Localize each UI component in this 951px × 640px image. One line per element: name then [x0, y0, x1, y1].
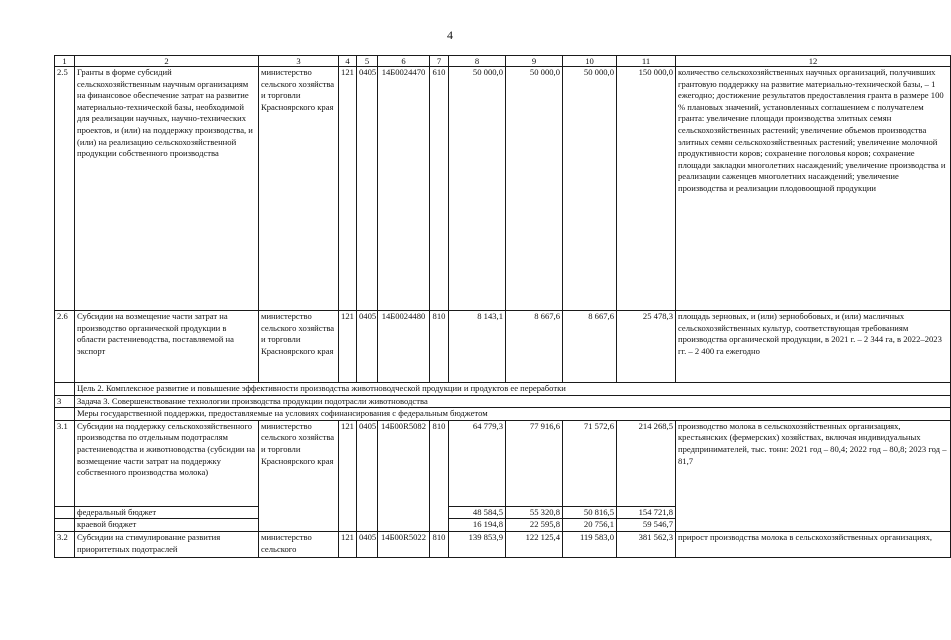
table-row — [55, 67, 951, 311]
grbs-code: 121 — [339, 67, 357, 311]
header-cell: 4 — [339, 56, 357, 67]
amount-2022: 122 125,4 — [506, 531, 563, 557]
expense-type-code: 610 — [430, 67, 449, 311]
table-row — [55, 531, 951, 557]
page-number: 4 — [447, 28, 453, 42]
expense-type-code: 810 — [430, 420, 449, 531]
amount-total: 381 562,3 — [617, 531, 676, 557]
amount-2021: 16 194,8 — [449, 519, 506, 532]
row-number — [55, 383, 75, 396]
header-cell: 7 — [430, 56, 449, 67]
header-cell: 6 — [378, 56, 430, 67]
amount-2021: 64 779,3 — [449, 420, 506, 506]
expected-result: площадь зерновых, и (или) зернобобовых, и (или) масличных сельскохозяйственных культур, соответствующая требованиям производства органической продукции, в 2021 г. – 2 344 га, в 2022–2023 гг. – 2 400 га ежегодно — [676, 311, 951, 383]
row-number: 3 — [55, 395, 75, 408]
table-row — [55, 420, 951, 506]
target-code: 14Б00R5082 — [378, 420, 430, 531]
header-row — [55, 56, 951, 67]
amount-2023: 8 667,6 — [563, 311, 617, 383]
task-row — [55, 395, 951, 408]
amount-2022: 50 000,0 — [506, 67, 563, 311]
target-code: 14Б0024480 — [378, 311, 430, 383]
section-code: 0405 — [357, 67, 378, 311]
row-number: 2.5 — [55, 67, 75, 311]
section-code: 0405 — [357, 420, 378, 531]
amount-total: 25 478,3 — [617, 311, 676, 383]
grbs-code: 121 — [339, 531, 357, 557]
header-cell: 9 — [506, 56, 563, 67]
budget-label: краевой бюджет — [75, 519, 259, 532]
goal-text: Цель 2. Комплексное развитие и повышение эффективности производства животноводческой продукции и продуктов ее переработки — [75, 383, 951, 396]
amount-2021: 139 853,9 — [449, 531, 506, 557]
row-number — [55, 506, 75, 519]
amount-total: 154 721,8 — [617, 506, 676, 519]
header-cell: 2 — [75, 56, 259, 67]
budget-label: федеральный бюджет — [75, 506, 259, 519]
amount-2023: 20 756,1 — [563, 519, 617, 532]
expected-result: производство молока в сельскохозяйственных организациях, крестьянских (фермерских) хозяйствах, включая индивидуальных предпринимателей, тыс. тонн: 2021 год – 80,4; 2022 год – 80,8; 2023 год – 81,7 — [676, 420, 951, 531]
target-code: 14Б0024470 — [378, 67, 430, 311]
amount-2022: 8 667,6 — [506, 311, 563, 383]
header-cell: 12 — [676, 56, 951, 67]
expected-result: прирост производства молока в сельскохозяйственных организациях, — [676, 531, 951, 557]
section-row — [55, 408, 951, 421]
expense-type-code: 810 — [430, 311, 449, 383]
measure-name: Гранты в форме субсидий сельскохозяйственным научным организациям на финансовое обеспечение затрат на развитие материально-технической базы, необходимой для реализации научных, научно-технических проектов, и (или) на поддержку производства, и (или) на реализацию сельскохозяйственной продукции собственного производства — [75, 67, 259, 311]
executor: министерство сельского хозяйства и торговли Красноярского края — [259, 311, 339, 383]
amount-total: 59 546,7 — [617, 519, 676, 532]
amount-2022: 22 595,8 — [506, 519, 563, 532]
header-cell: 1 — [55, 56, 75, 67]
goal-row — [55, 383, 951, 396]
expected-result: количество сельскохозяйственных научных организаций, получивших грантовую поддержку на развитие материально-технической базы, – 1 ежегодно; достижение результатов предоставления гранта в размере 100 % плановых значений, установленных соглашением с получателем гранта: увеличение площади производства элитных семян сельскохозяйственных растений; увеличение объемов производства элитных семян сельскохозяйственных растений; увеличение молочной продуктивности коров; сохранение поголовья коров; сохранение площади закладки многолетних насаждений; увеличение производства и реализации саженцев многолетних насаждений; увеличение производства и реализации плодовоощной продукции — [676, 67, 951, 311]
measure-name: Субсидии на стимулирование развития приоритетных подотраслей — [75, 531, 259, 557]
executor: министерство сельского хозяйства и торговли Красноярского края — [259, 67, 339, 311]
row-number: 2.6 — [55, 311, 75, 383]
executor: министерство сельского хозяйства и торговли Красноярского края — [259, 420, 339, 531]
amount-2021: 8 143,1 — [449, 311, 506, 383]
section-code: 0405 — [357, 531, 378, 557]
header-cell: 10 — [563, 56, 617, 67]
section-code: 0405 — [357, 311, 378, 383]
amount-2022: 55 320,8 — [506, 506, 563, 519]
amount-2023: 119 583,0 — [563, 531, 617, 557]
amount-2021: 48 584,5 — [449, 506, 506, 519]
amount-total: 150 000,0 — [617, 67, 676, 311]
table-row — [55, 311, 951, 383]
header-cell: 3 — [259, 56, 339, 67]
header-cell: 11 — [617, 56, 676, 67]
section-text: Меры государственной поддержки, предоставляемые на условиях софинансирования с федеральным бюджетом — [75, 408, 951, 421]
amount-2022: 77 916,6 — [506, 420, 563, 506]
amount-2023: 50 000,0 — [563, 67, 617, 311]
grbs-code: 121 — [339, 420, 357, 531]
task-text: Задача 3. Совершенствование технологии производства продукции подотрасли животноводства — [75, 395, 951, 408]
row-number — [55, 519, 75, 532]
amount-2021: 50 000,0 — [449, 67, 506, 311]
measure-name: Субсидии на поддержку сельскохозяйственного производства по отдельным подотраслям растениеводства и животноводства (субсидии на возмещение части затрат на поддержку собственного производства молока) — [75, 420, 259, 506]
amount-2023: 71 572,6 — [563, 420, 617, 506]
target-code: 14Б00R5022 — [378, 531, 430, 557]
amount-total: 214 268,5 — [617, 420, 676, 506]
amount-2023: 50 816,5 — [563, 506, 617, 519]
row-number: 3.1 — [55, 420, 75, 506]
header-cell: 5 — [357, 56, 378, 67]
expense-type-code: 810 — [430, 531, 449, 557]
executor: министерство сельского — [259, 531, 339, 557]
measure-name: Субсидии на возмещение части затрат на производство органической продукции в области растениеводства, поставляемой на экспорт — [75, 311, 259, 383]
header-cell: 8 — [449, 56, 506, 67]
program-table — [54, 55, 951, 558]
row-number — [55, 408, 75, 421]
row-number: 3.2 — [55, 531, 75, 557]
grbs-code: 121 — [339, 311, 357, 383]
